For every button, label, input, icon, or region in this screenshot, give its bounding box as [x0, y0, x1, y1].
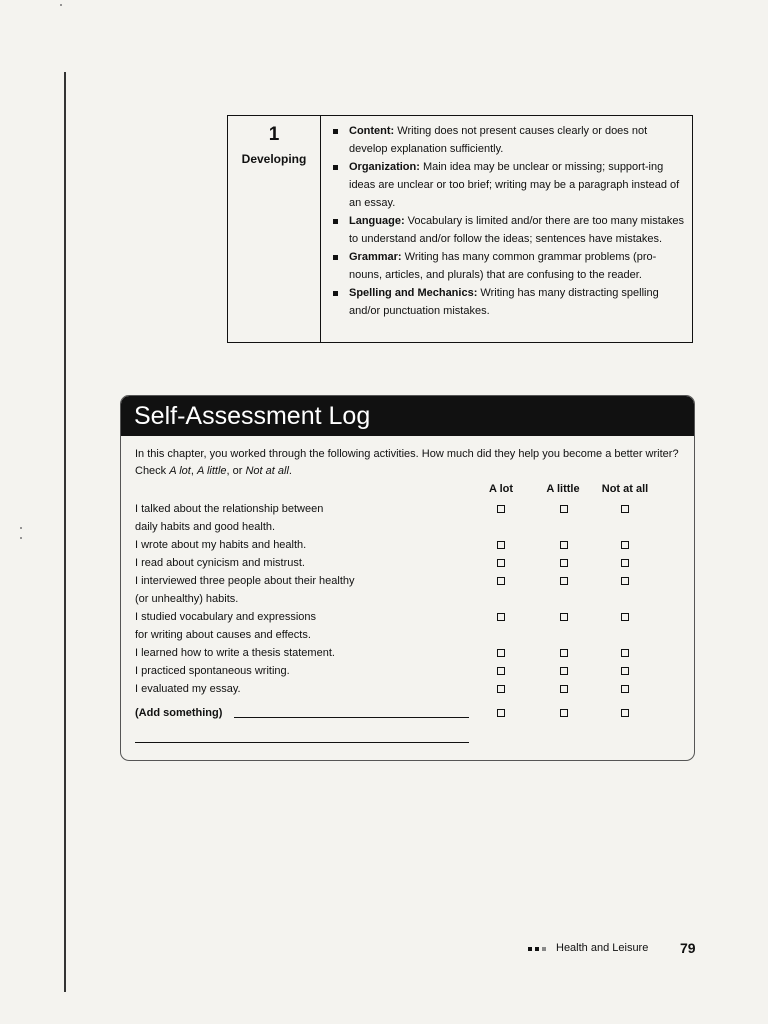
checkbox-a-little[interactable]: [560, 709, 568, 717]
activity-row: I talked about the relationship between daily habits and good health.: [135, 503, 324, 533]
activity-row: I studied vocabulary and expressions for writing about causes and effects.: [135, 611, 316, 641]
checkbox-a-lot[interactable]: [497, 577, 505, 585]
checkbox-not-at-all[interactable]: [621, 649, 629, 657]
bullet-icon: [333, 291, 338, 296]
checkbox-not-at-all[interactable]: [621, 559, 629, 567]
activity-row: I interviewed three people about their healthy (or unhealthy) habits.: [135, 575, 355, 605]
rubric-score-cell: [228, 116, 321, 342]
footer-square-icon: [528, 947, 532, 951]
column-header-a-lot: A lot: [488, 483, 514, 495]
column-header-not-at-all: Not at all: [601, 483, 649, 495]
bullet-icon: [333, 255, 338, 260]
page-spine-line: [64, 72, 66, 992]
log-instructions: In this chapter, you worked through the following activities. How much did they help you become a better writer? Check A lot, A little, or Not at all.: [135, 448, 679, 477]
page-number: 79: [680, 940, 696, 956]
rubric-table: [227, 115, 693, 343]
activity-row: I evaluated my essay.: [135, 683, 241, 695]
rubric-criterion: Organization: Main idea may be unclear or missing; support-ing ideas are unclear or too brief; writing may be a paragraph instead of an essay.: [331, 158, 688, 212]
checkbox-a-little[interactable]: [560, 541, 568, 549]
checkbox-a-little[interactable]: [560, 667, 568, 675]
checkbox-a-lot[interactable]: [497, 541, 505, 549]
rubric-criterion: Content: Writing does not present causes clearly or does not develop explanation sufficiently.: [331, 122, 688, 158]
scan-speck: [20, 537, 22, 539]
checkbox-a-lot[interactable]: [497, 613, 505, 621]
checkbox-a-little[interactable]: [560, 613, 568, 621]
scan-speck: [60, 4, 62, 6]
activity-row: I wrote about my habits and health.: [135, 539, 307, 551]
checkbox-a-lot[interactable]: [497, 667, 505, 675]
rubric-criterion: Spelling and Mechanics: Writing has many distracting spelling and/or punctuation mistakes.: [331, 284, 688, 320]
add-something-label: (Add something): [135, 707, 223, 719]
bullet-icon: [333, 129, 338, 134]
rubric-criteria-list: [331, 122, 688, 320]
rubric-level: Developing: [241, 152, 307, 166]
bullet-icon: [333, 219, 338, 224]
add-something-write-line[interactable]: [135, 742, 469, 743]
column-header-a-little: A little: [546, 483, 580, 495]
checkbox-not-at-all[interactable]: [621, 613, 629, 621]
checkbox-a-lot[interactable]: [497, 559, 505, 567]
checkbox-a-little[interactable]: [560, 685, 568, 693]
checkbox-a-little[interactable]: [560, 559, 568, 567]
rubric-criteria-cell: [321, 116, 692, 342]
checkbox-a-lot[interactable]: [497, 709, 505, 717]
checkbox-not-at-all[interactable]: [621, 709, 629, 717]
activity-row: I learned how to write a thesis statement.: [135, 647, 335, 659]
scan-speck: [20, 527, 22, 529]
checkbox-a-little[interactable]: [560, 505, 568, 513]
checkbox-a-little[interactable]: [560, 577, 568, 585]
checkbox-not-at-all[interactable]: [621, 505, 629, 513]
checkbox-a-lot[interactable]: [497, 649, 505, 657]
checkbox-not-at-all[interactable]: [621, 667, 629, 675]
log-title: Self-Assessment Log: [121, 396, 694, 436]
add-something-write-line[interactable]: [234, 717, 469, 718]
checkbox-not-at-all[interactable]: [621, 541, 629, 549]
checkbox-not-at-all[interactable]: [621, 577, 629, 585]
rubric-criterion: Language: Vocabulary is limited and/or there are too many mistakes to understand and/or follow the ideas; sentences have mistakes.: [331, 212, 688, 248]
checkbox-a-lot[interactable]: [497, 505, 505, 513]
bullet-icon: [333, 165, 338, 170]
checkbox-a-little[interactable]: [560, 649, 568, 657]
rubric-score: 1: [268, 124, 280, 145]
footer-section-title: Health and Leisure: [556, 942, 649, 954]
checkbox-not-at-all[interactable]: [621, 685, 629, 693]
self-assessment-log: [120, 395, 695, 761]
activity-row: I read about cynicism and mistrust.: [135, 557, 305, 569]
checkbox-a-lot[interactable]: [497, 685, 505, 693]
footer-square-icon: [535, 947, 539, 951]
footer-square-icon: [542, 947, 546, 951]
rubric-criterion: Grammar: Writing has many common grammar problems (pro-nouns, articles, and plurals) that are confusing to the reader.: [331, 248, 688, 284]
activity-row: I practiced spontaneous writing.: [135, 665, 290, 677]
